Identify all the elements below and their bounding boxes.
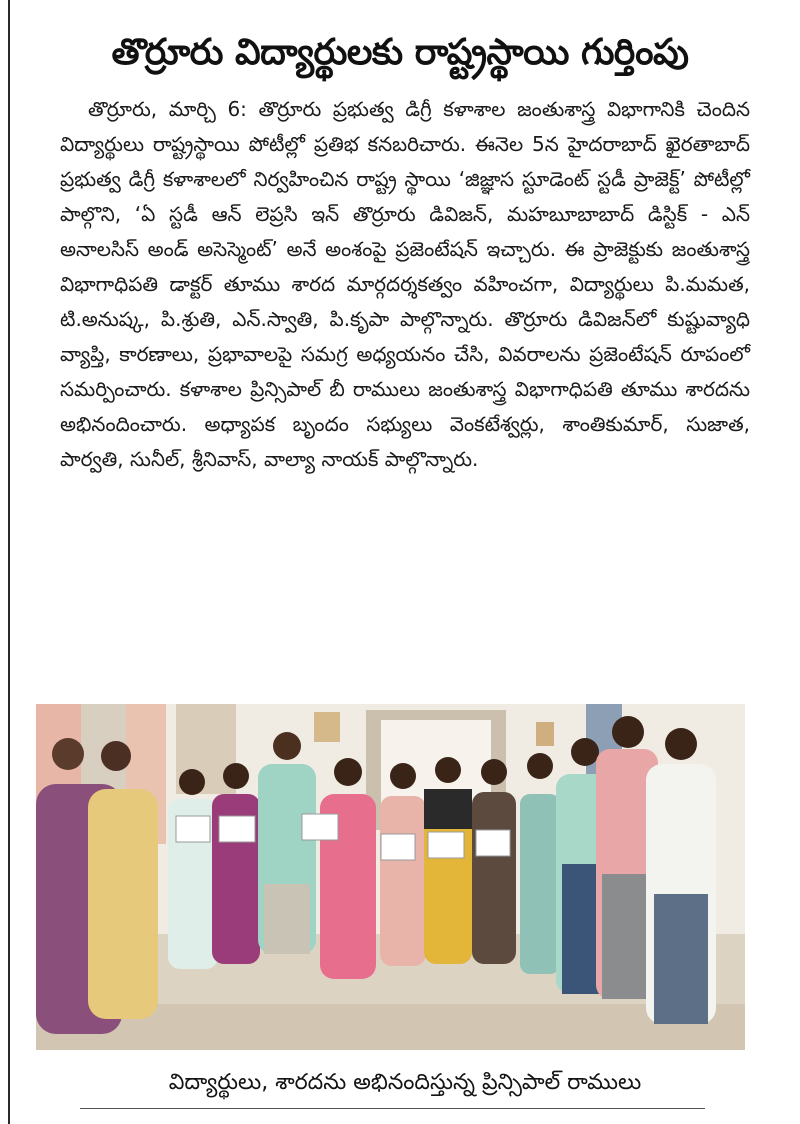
news-photo	[36, 704, 745, 1050]
headline: తొర్రూరు విద్యార్థులకు రాష్ట్రస్థాయి గుర్తింపు	[111, 32, 689, 73]
column-rule	[8, 0, 10, 1124]
article-body: తొర్రూరు, మార్చి 6: తొర్రూరు ప్రభుత్వ డిగ్రీ కళాశాల జంతుశాస్త్ర విభాగానికి చెందిన విద్యార్థులు రాష్ట్రస్థాయి పోటీల్లో ప్రతిభ కనబరిచారు. ఈనెల 5న హైదరాబాద్ ఖైరతాబాద్ ప్రభుత్వ డిగ్రీ కళాశాలలో నిర్వహించిన రాష్ట్ర స్థాయి ‘జిజ్ఞాస స్టూడెంట్ స్టడీ ప్రాజెక్ట్’ పోటీల్లో పాల్గొని, ‘ఏ స్టడీ ఆన్ లెప్రసి ఇన్ తొర్రూరు డివిజన్, మహబూబాబాద్ డిస్టిక్ - ఎన్ అనాలసిస్ అండ్ అసెస్మెంట్’ అనే అంశంపై ప్రజెంటేషన్ ఇచ్చారు. ఈ ప్రాజెక్టుకు జంతుశాస్త్ర విభాగాధిపతి డాక్టర్ తూము శారద మార్గదర్శకత్వం వహించగా, విద్యార్థులు పి.మమత, టి.అనుష్క, పి.శ్రుతి, ఎన్.స్వాతి, పి.కృపా పాల్గొన్నారు. తొర్రూరు డివిజన్‌లో కుష్టువ్యాధి వ్యాప్తి, కారణాలు, ప్రభావాలపై సమగ్ర అధ్యయనం చేసి, వివరాలను ప్రజెంటేషన్ రూపంలో సమర్పించారు. కళాశాల ప్రిన్సిపాల్ బీ రాములు జంతుశాస్త్ర విభాగాధిపతి తూము శారదను అభినందించారు. అధ్యాపక బృందం సభ్యులు వెంకటేశ్వర్లు, శాంతికుమార్, సుజాత, పార్వతి, సునీల్, శ్రీనివాస్, వాల్యా నాయక్ పాల్గొన్నారు.	[60, 97, 750, 471]
caption-underline	[80, 1108, 705, 1109]
photo-caption: విద్యార్థులు, శారదను అభినందిస్తున్న ప్రిన్సిపాల్ రాములు	[168, 1070, 642, 1095]
